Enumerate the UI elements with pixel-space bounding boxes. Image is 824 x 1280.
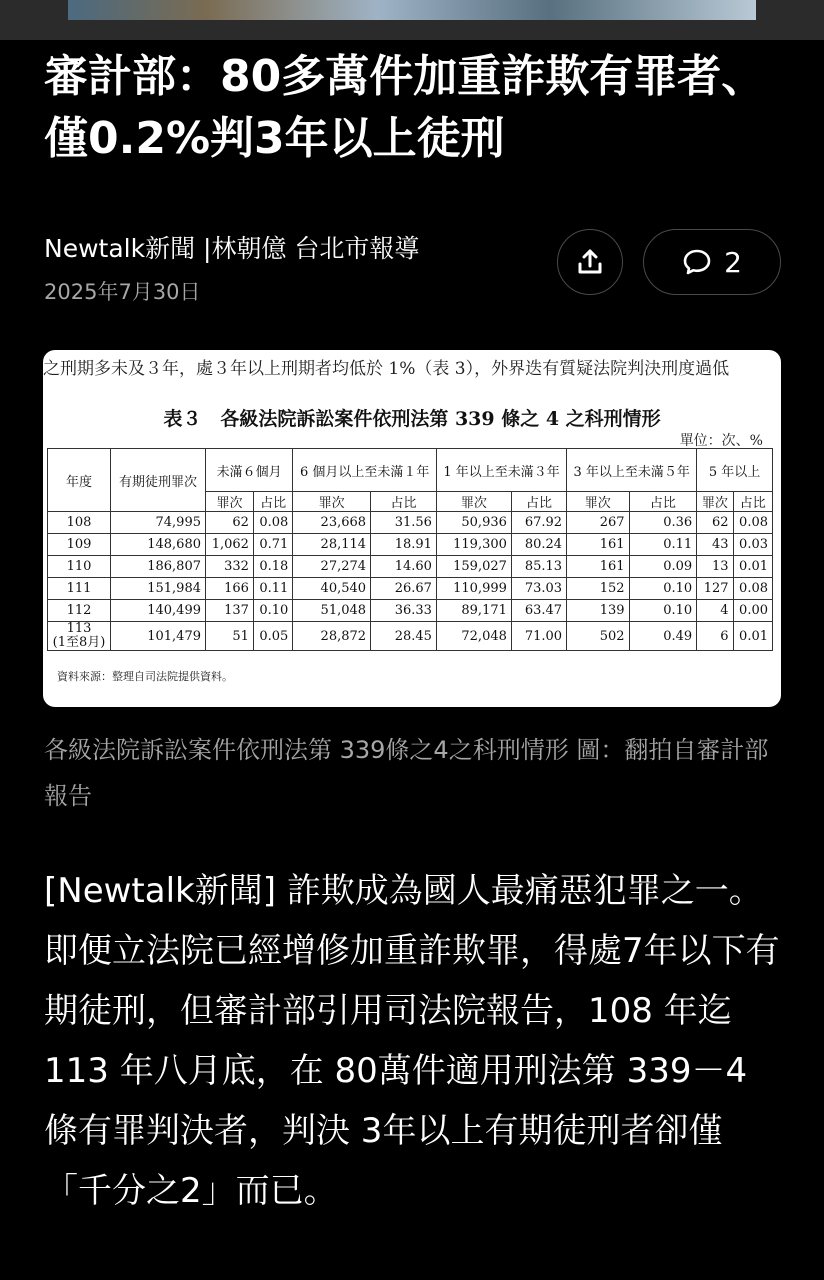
cell-count: 6 [697, 622, 733, 651]
cell-count: 139 [567, 600, 629, 622]
header-ratio: 占比 [511, 492, 566, 512]
cell-count: 119,300 [436, 534, 511, 556]
cell-ratio: 80.24 [511, 534, 566, 556]
table-row [48, 556, 773, 578]
header-group: 5 年以上 [697, 449, 773, 492]
header-total: 有期徒刑罪次 [111, 449, 206, 512]
cell-year: 109 [48, 534, 111, 556]
figure-top-text: 之刑期多未及３年，處３年以上刑期者均低於 1%（表 3），外界迭有質疑法院判決刑度過低 [43, 359, 730, 379]
header-count: 罪次 [206, 492, 254, 512]
cell-total: 151,984 [111, 578, 206, 600]
cell-count: 166 [206, 578, 254, 600]
share-button[interactable] [557, 229, 623, 295]
cell-count: 161 [567, 556, 629, 578]
cell-year: 113 (1至8月) [48, 622, 111, 651]
cell-count: 51 [206, 622, 254, 651]
article-body: [Newtalk新聞] 詐欺成為國人最痛惡犯罪之一。即便立法院已經增修加重詐欺罪，得處7年以下有期徒刑，但審計部引用司法院報告，108 年迄 113 年八月底，在 80萬件適用刑法第 339－4 條有罪判決者，判決 3年以上有期徒刑者卻僅「千分之2」而已。 [44, 871, 780, 1211]
header-group: 未滿６個月 [206, 449, 293, 492]
cell-year: 112 [48, 600, 111, 622]
article-title: 審計部：80多萬件加重詐欺有罪者、僅0.2%判3年以上徒刑 [44, 51, 766, 164]
comment-count: 2 [724, 245, 742, 279]
cell-total: 140,499 [111, 600, 206, 622]
cell-count: 127 [697, 578, 733, 600]
cell-ratio: 67.92 [511, 512, 566, 534]
cell-count: 502 [567, 622, 629, 651]
cell-count: 161 [567, 534, 629, 556]
article-byline[interactable]: Newtalk新聞 |林朝億 台北市報導 [44, 234, 420, 263]
table-row [48, 512, 773, 534]
figure-table-title: 表３ 各級法院訴訟案件依刑法第 339 條之 4 之科刑情形 [163, 408, 661, 430]
cell-ratio: 0.10 [253, 600, 292, 622]
cell-count: 110,999 [436, 578, 511, 600]
cell-count: 137 [206, 600, 254, 622]
cell-ratio: 0.09 [629, 556, 697, 578]
cell-ratio: 31.56 [371, 512, 437, 534]
cell-count: 28,114 [293, 534, 371, 556]
header-group: 3 年以上至未滿５年 [567, 449, 697, 492]
cell-count: 62 [697, 512, 733, 534]
cell-ratio: 26.67 [371, 578, 437, 600]
cell-ratio: 0.01 [733, 622, 772, 651]
cell-ratio: 36.33 [371, 600, 437, 622]
cell-ratio: 0.36 [629, 512, 697, 534]
cell-total: 148,680 [111, 534, 206, 556]
cell-ratio: 71.00 [511, 622, 566, 651]
article-figure[interactable] [43, 350, 781, 707]
top-bar [0, 0, 824, 40]
cell-year: 110 [48, 556, 111, 578]
cell-count: 152 [567, 578, 629, 600]
cell-year: 108 [48, 512, 111, 534]
cell-total: 101,479 [111, 622, 206, 651]
header-count: 罪次 [436, 492, 511, 512]
header-ratio: 占比 [253, 492, 292, 512]
figure-caption: 各級法院訴訟案件依刑法第 339條之4之科刑情形 圖：翻拍自審計部報告 [44, 736, 769, 810]
header-count: 罪次 [697, 492, 733, 512]
cell-count: 62 [206, 512, 254, 534]
cell-ratio: 0.03 [733, 534, 772, 556]
table-body [48, 512, 773, 651]
sentencing-table [47, 448, 773, 651]
cell-count: 50,936 [436, 512, 511, 534]
cell-ratio: 0.00 [733, 600, 772, 622]
cell-ratio: 28.45 [371, 622, 437, 651]
article-date: 2025年7月30日 [44, 280, 201, 304]
cell-ratio: 0.71 [253, 534, 292, 556]
cell-ratio: 0.08 [733, 578, 772, 600]
cell-count: 40,540 [293, 578, 371, 600]
table-row [48, 534, 773, 556]
cell-count: 1,062 [206, 534, 254, 556]
header-ratio: 占比 [733, 492, 772, 512]
share-upload-icon [575, 247, 605, 277]
cell-ratio: 18.91 [371, 534, 437, 556]
cell-total: 74,995 [111, 512, 206, 534]
table-row [48, 622, 773, 651]
cell-ratio: 0.08 [253, 512, 292, 534]
figure-source: 資料來源：整理自司法院提供資料。 [57, 670, 233, 683]
cell-total: 186,807 [111, 556, 206, 578]
cell-ratio: 63.47 [511, 600, 566, 622]
comments-button[interactable] [643, 229, 781, 295]
cell-ratio: 0.11 [629, 534, 697, 556]
cell-count: 4 [697, 600, 733, 622]
cell-count: 72,048 [436, 622, 511, 651]
cell-count: 267 [567, 512, 629, 534]
table-row [48, 600, 773, 622]
cell-ratio: 14.60 [371, 556, 437, 578]
header-count: 罪次 [293, 492, 371, 512]
comment-bubble-icon [682, 247, 712, 277]
header-year: 年度 [48, 449, 111, 512]
header-ratio: 占比 [629, 492, 697, 512]
header-count: 罪次 [567, 492, 629, 512]
header-group: 1 年以上至未滿３年 [436, 449, 566, 492]
cell-count: 43 [697, 534, 733, 556]
table-row [48, 578, 773, 600]
cell-count: 159,027 [436, 556, 511, 578]
cell-count: 13 [697, 556, 733, 578]
cell-count: 27,274 [293, 556, 371, 578]
header-ratio: 占比 [371, 492, 437, 512]
cell-ratio: 0.10 [629, 600, 697, 622]
cell-ratio: 0.18 [253, 556, 292, 578]
header-group: 6 個月以上至未滿１年 [293, 449, 437, 492]
cell-ratio: 0.01 [733, 556, 772, 578]
cell-count: 51,048 [293, 600, 371, 622]
hero-image-strip[interactable] [68, 0, 756, 20]
cell-ratio: 0.10 [629, 578, 697, 600]
figure-unit: 單位：次、% [679, 433, 763, 449]
cell-count: 332 [206, 556, 254, 578]
cell-count: 23,668 [293, 512, 371, 534]
cell-ratio: 0.11 [253, 578, 292, 600]
cell-count: 89,171 [436, 600, 511, 622]
cell-year: 111 [48, 578, 111, 600]
cell-ratio: 73.03 [511, 578, 566, 600]
cell-ratio: 85.13 [511, 556, 566, 578]
cell-count: 28,872 [293, 622, 371, 651]
cell-ratio: 0.49 [629, 622, 697, 651]
cell-ratio: 0.08 [733, 512, 772, 534]
cell-ratio: 0.05 [253, 622, 292, 651]
